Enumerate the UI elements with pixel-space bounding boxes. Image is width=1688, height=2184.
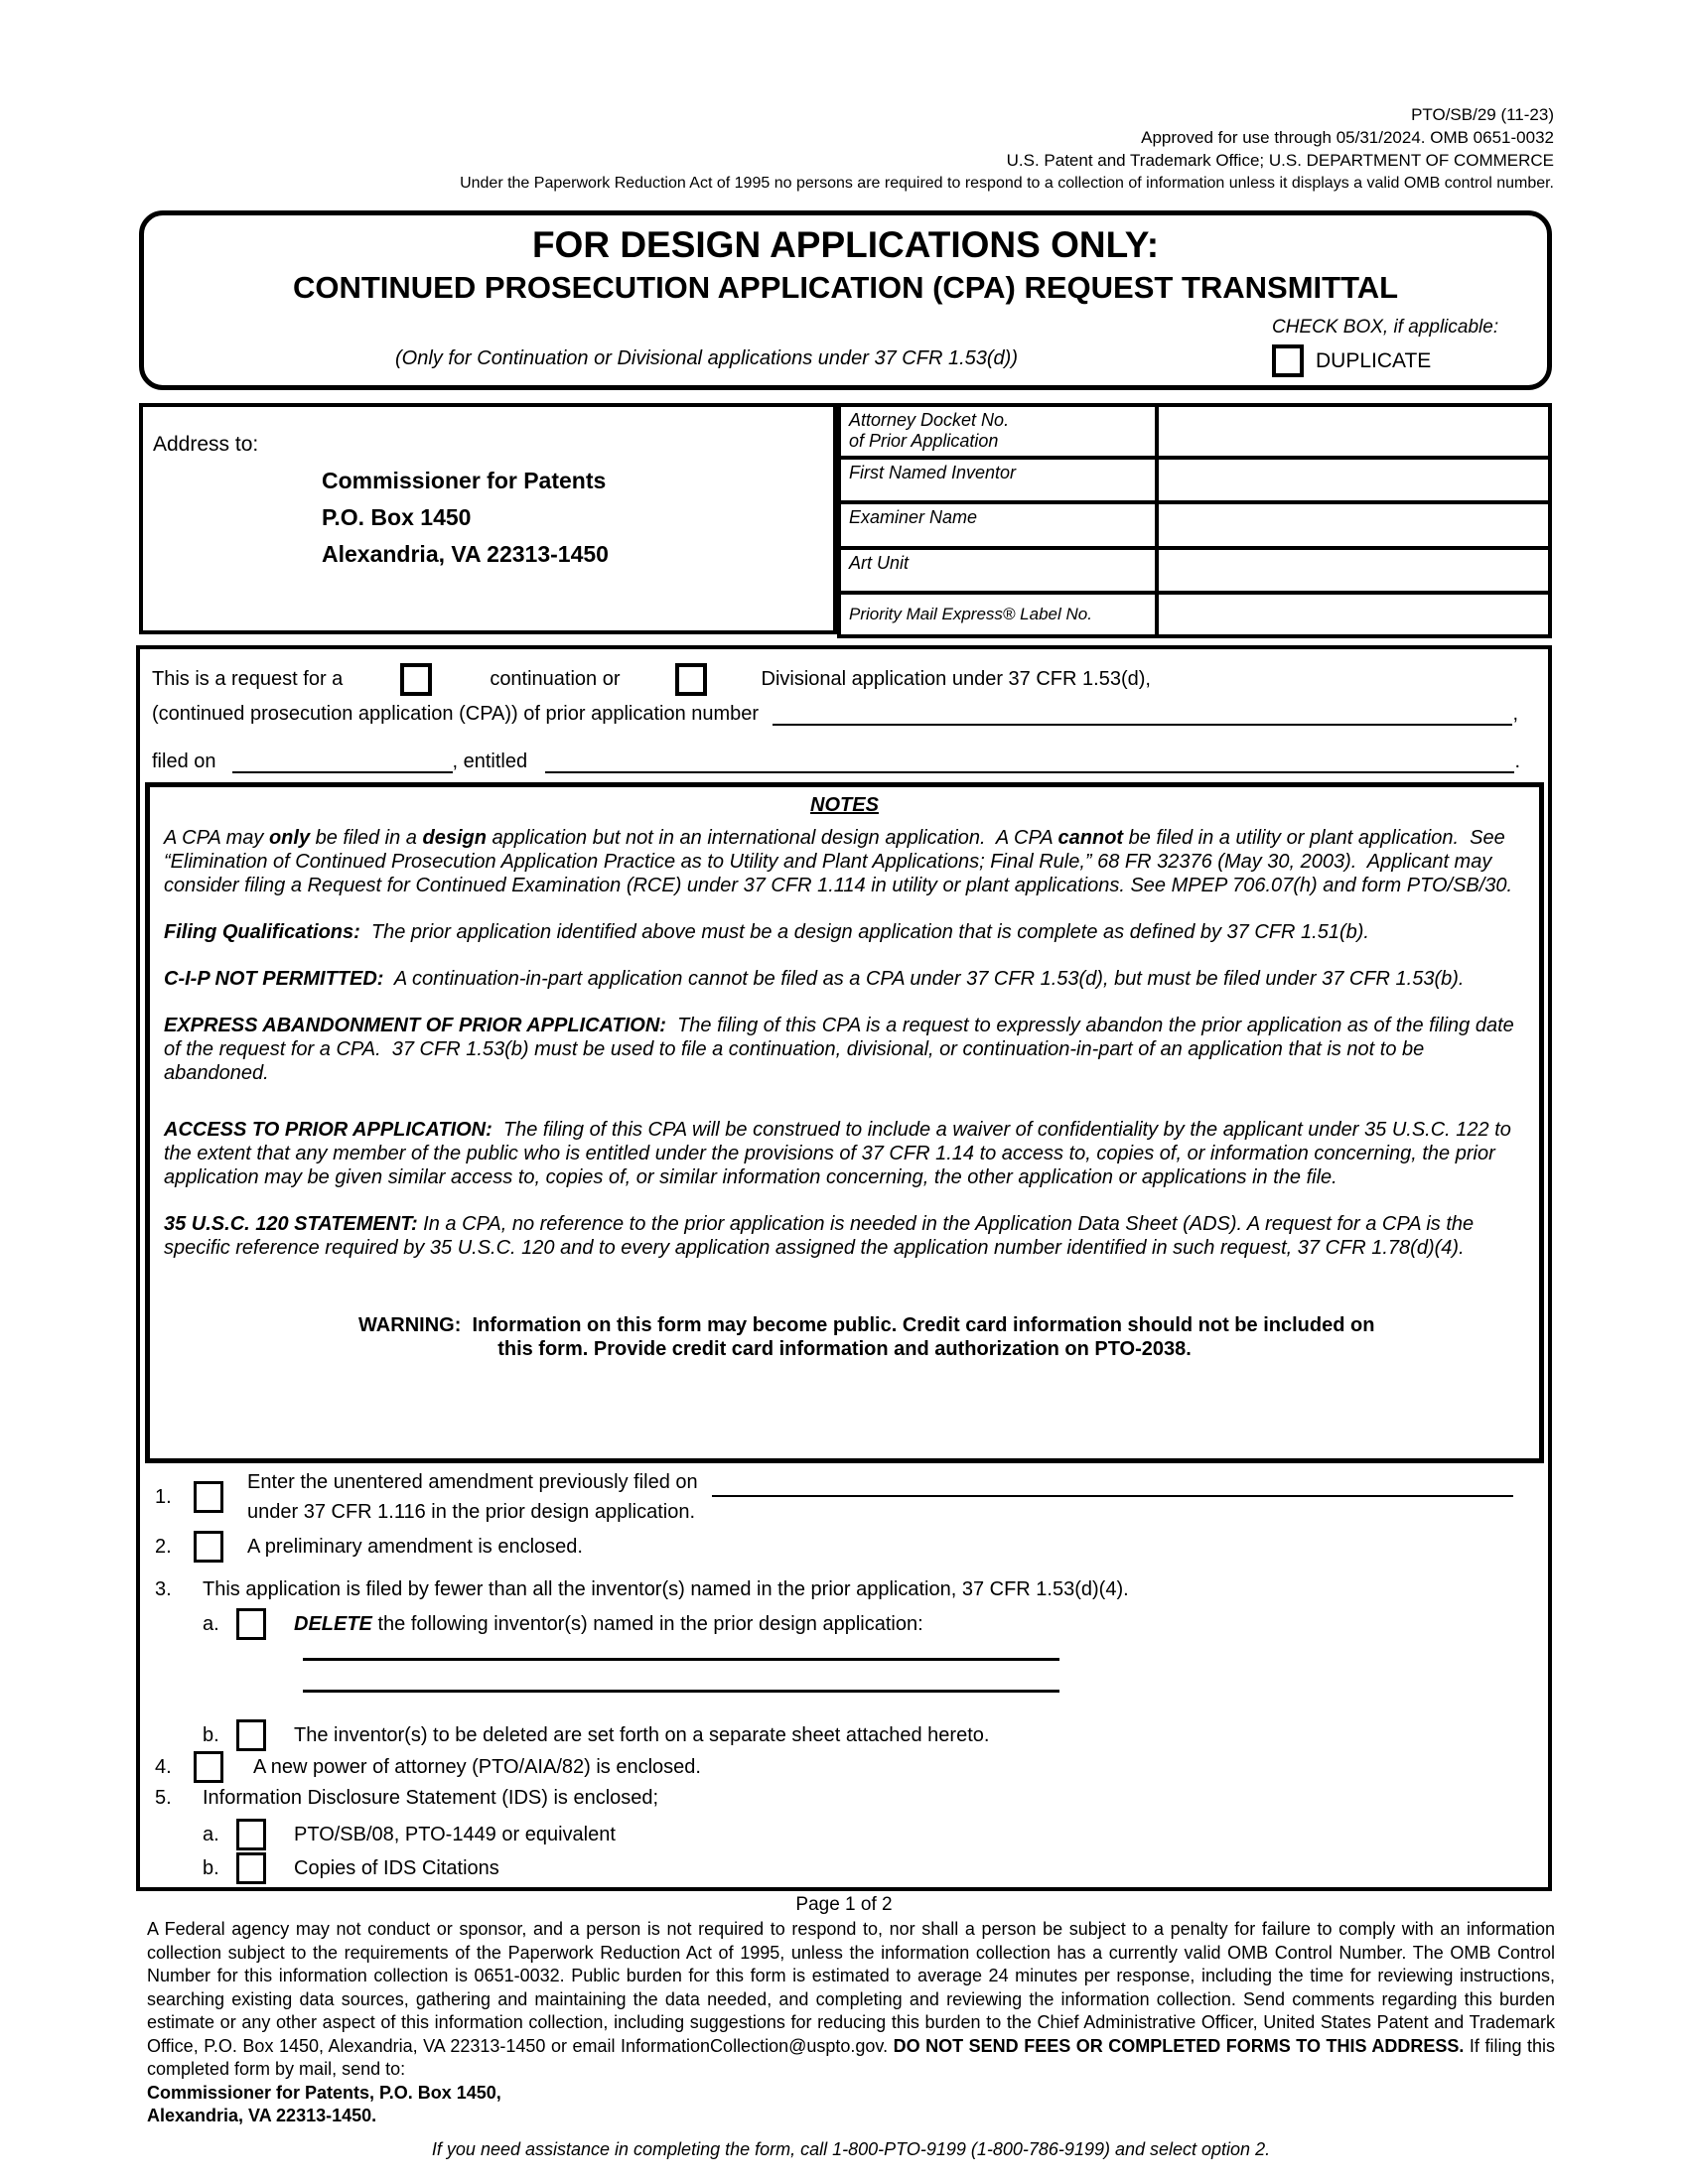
item-1-text: Enter the unentered amendment previously filed on under 37 CFR 1.116 in the prior design application.	[247, 1467, 1513, 1527]
form-number: PTO/SB/29 (11-23)	[1411, 105, 1554, 124]
address-box	[139, 403, 837, 634]
priority-mail-express-value[interactable]	[1157, 593, 1550, 636]
unentered-amendment-checkbox[interactable]	[194, 1481, 223, 1513]
period-text: .	[1514, 751, 1520, 772]
address-line-2: P.O. Box 1450	[322, 504, 472, 530]
ids-citations-checkbox[interactable]	[236, 1852, 266, 1884]
checklist-item-3a	[203, 1608, 1513, 1640]
form-header	[460, 103, 1554, 195]
entitled-label: , entitled	[452, 751, 528, 772]
attorney-docket-value[interactable]	[1157, 405, 1550, 458]
notes-paragraph-1: A CPA may only be filed in a design application but not in an international design application. A CPA cannot be filed in a utility or plant application. See “Elimination of Continued Prosecution Application Practice as to Utility and Plant Applications; Final Rule,” 68 FR 32376 (May 30, 2003). Applicant may consider filing a Request for Continued Examination (RCE) under 37 CFR 1.114 in utility or plant applications. See MPEP 706.07(h) and form PTO/SB/30.	[164, 827, 1513, 896]
notes-paragraph-access-to-prior-application: ACCESS TO PRIOR APPLICATION: The filing of this CPA will be construed to include a waiver of confidentiality by the applicant under 35 U.S.C. 122 to the extent that any member of the public who is entitled under the provisions of 37 CFR 1.14 to access to, copies of, or information concerning, the prior application may be given similar access to, copies of, or similar information concerning, the other application or applications in the file.	[164, 1119, 1517, 1188]
item-1-number: 1.	[155, 1485, 172, 1508]
checklist-item-5	[155, 1787, 1513, 1810]
request-type-line	[140, 663, 1548, 696]
agency-line: U.S. Patent and Trademark Office; U.S. DEPARTMENT OF COMMERCE	[1006, 151, 1554, 170]
address-to-label: Address to:	[153, 433, 259, 456]
divisional-checkbox[interactable]	[675, 663, 707, 696]
notes-heading: NOTES	[810, 794, 879, 816]
item-4-number: 4.	[155, 1755, 172, 1778]
item-5-text: Information Disclosure Statement (IDS) is enclosed;	[203, 1787, 659, 1809]
table-row	[839, 405, 1550, 458]
continuation-checkbox[interactable]	[400, 663, 432, 696]
table-row	[839, 548, 1550, 593]
title-box	[139, 210, 1552, 390]
paperwork-act-note: Under the Paperwork Reduction Act of 1995 no persons are required to respond to a collection of information unless it displays a valid OMB control number.	[460, 175, 1554, 192]
item-3b-text: The inventor(s) to be deleted are set forth on a separate sheet attached hereto.	[294, 1723, 990, 1746]
item-3a-letter: a.	[203, 1612, 219, 1635]
prior-application-number-field[interactable]	[773, 704, 1512, 726]
item-5a-letter: a.	[203, 1823, 219, 1845]
first-named-inventor-value[interactable]	[1157, 458, 1550, 502]
attorney-docket-label: Attorney Docket No. of Prior Application	[839, 405, 1157, 458]
checklist-item-4	[155, 1751, 1513, 1783]
comma-text: ,	[1512, 703, 1518, 725]
preliminary-amendment-checkbox[interactable]	[194, 1531, 223, 1563]
item-3b-letter: b.	[203, 1723, 219, 1746]
mailing-address	[322, 463, 609, 573]
duplicate-checkbox[interactable]	[1272, 344, 1304, 377]
checklist-item-3	[155, 1578, 1513, 1601]
do-not-send-fees-text: DO NOT SEND FEES OR COMPLETED FORMS TO THIS ADDRESS.	[893, 2035, 1465, 2056]
inventor-name-field-1[interactable]	[303, 1658, 1059, 1661]
art-unit-value[interactable]	[1157, 548, 1550, 593]
address-line-3: Alexandria, VA 22313-1450	[322, 541, 609, 567]
notes-paragraph-120-statement: 35 U.S.C. 120 STATEMENT: In a CPA, no reference to the prior application is needed in the Application Data Sheet (ADS). A request for a CPA is the specific reference required by 35 U.S.C. 120 and to every application assigned the application number identified in such request, 37 CFR 1.78(d)(4).	[164, 1213, 1479, 1259]
item-3a-text: DELETE the following inventor(s) named in the prior design application:	[294, 1612, 923, 1635]
prior-application-line	[140, 703, 1548, 726]
separate-sheet-checkbox[interactable]	[236, 1719, 266, 1751]
cpa-line-label: (continued prosecution application (CPA)) of prior application number	[152, 703, 760, 725]
ids-form-checkbox[interactable]	[236, 1819, 266, 1850]
checklist-item-5b	[203, 1852, 1513, 1884]
examiner-name-value[interactable]	[1157, 502, 1550, 548]
form-title: FOR DESIGN APPLICATIONS ONLY:	[531, 224, 1160, 265]
notes-paragraph-cip-not-permitted: C-I-P NOT PERMITTED: A continuation-in-part application cannot be filed as a CPA under 37 CFR 1.53(d), but must be filed under 37 CFR 1.53(b).	[164, 968, 1465, 990]
checklist-item-3b	[203, 1719, 1513, 1751]
table-row	[839, 593, 1550, 636]
item-5b-text: Copies of IDS Citations	[294, 1856, 499, 1879]
art-unit-label: Art Unit	[839, 548, 1157, 593]
examiner-name-label: Examiner Name	[839, 502, 1157, 548]
request-intro-text: This is a request for a	[152, 668, 344, 690]
item-5b-letter: b.	[203, 1856, 219, 1879]
power-of-attorney-checkbox[interactable]	[194, 1751, 223, 1783]
assistance-note: If you need assistance in completing the form, call 1-800-PTO-9199 (1-800-786-9199) and select option 2.	[431, 2138, 1271, 2159]
notes-paragraph-express-abandonment: EXPRESS ABANDONMENT OF PRIOR APPLICATION: The filing of this CPA is a request to expressly abandon the prior application as of the filing date of the request for a CPA. 37 CFR 1.53(b) must be used to file a continuation, divisional, or continuation-in-part of an application that is not to be abandoned.	[164, 1015, 1520, 1084]
checklist-item-5a	[203, 1819, 1513, 1850]
application-info-table	[837, 403, 1552, 638]
item-4-text: A new power of attorney (PTO/AIA/82) is enclosed.	[253, 1755, 701, 1778]
check-box-if-applicable-label: CHECK BOX, if applicable:	[1272, 317, 1499, 338]
priority-mail-express-label: Priority Mail Express® Label No.	[839, 593, 1157, 636]
item-2-number: 2.	[155, 1535, 172, 1558]
divisional-label: Divisional application under 37 CFR 1.53(d),	[761, 668, 1151, 690]
continuation-label: continuation or	[490, 668, 621, 690]
checklist-item-1	[155, 1467, 1513, 1527]
delete-inventors-checkbox[interactable]	[236, 1608, 266, 1640]
footer	[147, 1918, 1555, 2161]
filed-on-label: filed on	[152, 751, 216, 772]
address-line-1: Commissioner for Patents	[322, 468, 607, 493]
mail-to-address-line-2: Alexandria, VA 22313-1450.	[147, 2106, 377, 2125]
filing-date-field[interactable]	[232, 751, 453, 773]
notes-paragraph-filing-qualifications: Filing Qualifications: The prior application identified above must be a design application that is complete as defined by 37 CFR 1.51(b).	[164, 921, 1369, 943]
item-2-text: A preliminary amendment is enclosed.	[247, 1535, 583, 1558]
table-row	[839, 502, 1550, 548]
warning-text: WARNING: Information on this form may become public. Credit card information should not be included on this form. Provide credit card information and authorization on PTO-2038.	[358, 1314, 1380, 1360]
page-number: Page 1 of 2	[795, 1894, 893, 1915]
request-section	[136, 645, 1552, 1891]
item-5a-text: PTO/SB/08, PTO-1449 or equivalent	[294, 1823, 616, 1845]
form-title-line2: CONTINUED PROSECUTION APPLICATION (CPA) REQUEST TRANSMITTAL	[292, 270, 1399, 305]
checklist-item-2	[155, 1531, 1513, 1563]
approval-note: Approved for use through 05/31/2024. OMB 0651-0032	[1141, 128, 1554, 147]
duplicate-label: DUPLICATE	[1316, 348, 1432, 372]
inventor-name-field-2[interactable]	[303, 1690, 1059, 1693]
item-5-number: 5.	[155, 1787, 172, 1809]
duplicate-area	[1272, 317, 1535, 377]
filed-on-line	[140, 751, 1548, 773]
item-3-text: This application is filed by fewer than all the inventor(s) named in the prior application, 37 CFR 1.53(d)(4).	[203, 1578, 1129, 1600]
form-qualifier: (Only for Continuation or Divisional applications under 37 CFR 1.53(d))	[395, 347, 1018, 369]
table-row	[839, 458, 1550, 502]
item-3-number: 3.	[155, 1578, 172, 1600]
first-named-inventor-label: First Named Inventor	[839, 458, 1157, 502]
notes-box	[145, 782, 1544, 1463]
title-of-invention-field[interactable]	[545, 751, 1514, 773]
burden-statement: A Federal agency may not conduct or sponsor, and a person is not required to respond to, nor shall a person be subject to a penalty for failure to comply with an information collection subject to the requirements of the Paperwork Reduction Act of 1995, unless the information collection has a currently valid OMB Control Number. The OMB Control Number for this information collection is 0651-0032. Public burden for this form is estimated to average 24 minutes per response, including the time for reviewing instructions, searching existing data sources, gathering and maintaining the data needed, and completing and reviewing the information collection. Send comments regarding this burden estimate or any other aspect of this information collection, including suggestions for reducing this burden to the Chief Administrative Officer, United States Patent and Trademark Office, P.O. Box 1450, Alexandria, VA 22313-1450 or email InformationCollection@uspto.gov. DO NOT SEND FEES OR COMPLETED FORMS TO THIS ADDRESS. If filing this completed form by mail, send to:	[147, 1919, 1555, 2079]
mail-to-address-line-1: Commissioner for Patents, P.O. Box 1450,	[147, 2082, 501, 2103]
amendment-filed-date-field[interactable]	[712, 1473, 1513, 1497]
